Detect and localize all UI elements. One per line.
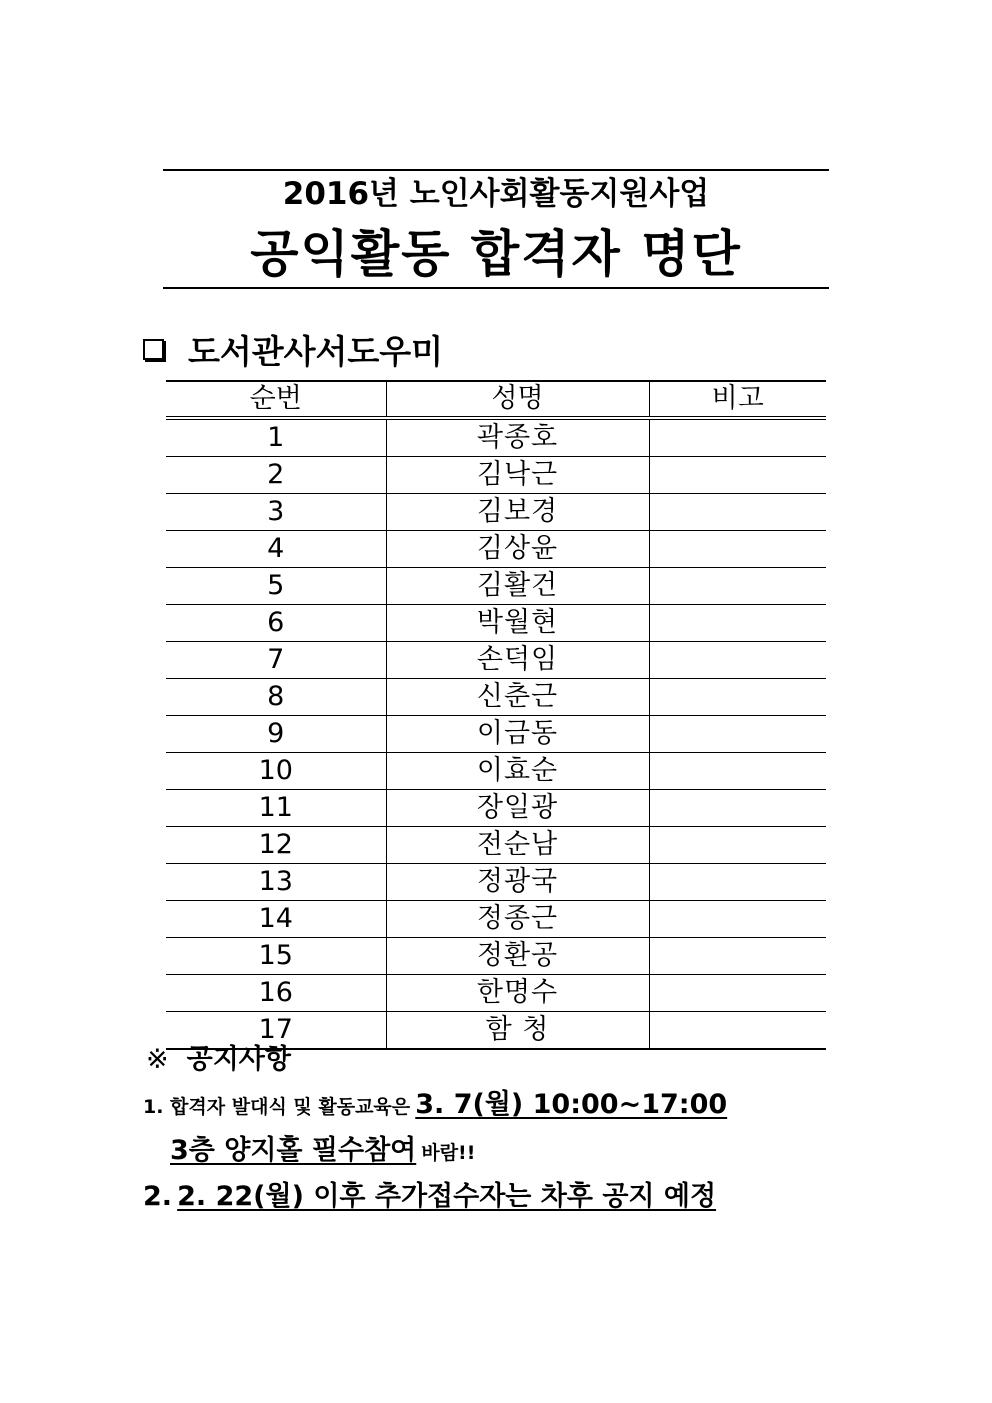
cell-number: 5 bbox=[166, 568, 386, 605]
cell-note bbox=[649, 531, 826, 568]
cell-note bbox=[649, 568, 826, 605]
cell-note bbox=[649, 642, 826, 679]
cell-number: 8 bbox=[166, 679, 386, 716]
cell-name: 함 청 bbox=[386, 1012, 649, 1050]
table-row bbox=[166, 494, 826, 531]
cell-note bbox=[649, 418, 826, 457]
table-row bbox=[166, 827, 826, 864]
cell-note bbox=[649, 679, 826, 716]
cell-name: 김보경 bbox=[386, 494, 649, 531]
notice-heading bbox=[146, 1040, 291, 1080]
cell-note bbox=[649, 1012, 826, 1050]
notice-item-1-datetime: 3. 7(월) 10:00~17:00 bbox=[415, 1089, 728, 1120]
table-row bbox=[166, 418, 826, 457]
cell-name: 한명수 bbox=[386, 975, 649, 1012]
cell-number: 11 bbox=[166, 790, 386, 827]
cell-name: 박월현 bbox=[386, 605, 649, 642]
table-row bbox=[166, 753, 826, 790]
cell-note bbox=[649, 901, 826, 938]
cell-name: 정환공 bbox=[386, 938, 649, 975]
cell-number: 13 bbox=[166, 864, 386, 901]
section-title: 도서관사서도우미 bbox=[188, 331, 444, 371]
notice-title: 공지사항 bbox=[186, 1044, 291, 1075]
cell-number: 9 bbox=[166, 716, 386, 753]
cell-number: 16 bbox=[166, 975, 386, 1012]
cell-name: 전순남 bbox=[386, 827, 649, 864]
column-header-note: 비고 bbox=[649, 381, 826, 418]
cell-name: 이효순 bbox=[386, 753, 649, 790]
cell-note bbox=[649, 605, 826, 642]
document-title: 공익활동 합격자 명단 bbox=[250, 225, 742, 283]
cell-number: 10 bbox=[166, 753, 386, 790]
cell-note bbox=[649, 753, 826, 790]
title-rule-top bbox=[163, 169, 829, 171]
checkbox-square-icon bbox=[143, 339, 164, 360]
notice-item-2-text: 2. 22(월) 이후 추가접수자는 차후 공지 예정 bbox=[177, 1181, 717, 1212]
cell-name: 신춘근 bbox=[386, 679, 649, 716]
cell-number: 1 bbox=[166, 418, 386, 457]
cell-name: 김상윤 bbox=[386, 531, 649, 568]
cell-note bbox=[649, 494, 826, 531]
notice-item-2-prefix: 2. bbox=[143, 1181, 173, 1212]
table-row bbox=[166, 938, 826, 975]
table-row bbox=[166, 864, 826, 901]
notice-item-1-suffix: 바람!! bbox=[421, 1142, 476, 1164]
cell-note bbox=[649, 938, 826, 975]
cell-number: 15 bbox=[166, 938, 386, 975]
cell-number: 2 bbox=[166, 457, 386, 494]
roster-table bbox=[166, 380, 826, 1050]
cell-number: 7 bbox=[166, 642, 386, 679]
notice-item-1-place: 3층 양지홀 필수참여 bbox=[170, 1135, 417, 1166]
cell-note bbox=[649, 975, 826, 1012]
table-row bbox=[166, 975, 826, 1012]
section-heading bbox=[143, 327, 443, 371]
cell-number: 6 bbox=[166, 605, 386, 642]
cell-name: 김활건 bbox=[386, 568, 649, 605]
cell-note bbox=[649, 457, 826, 494]
notice-item-2 bbox=[143, 1177, 716, 1220]
cell-name: 정종근 bbox=[386, 901, 649, 938]
cell-note bbox=[649, 864, 826, 901]
cell-number: 3 bbox=[166, 494, 386, 531]
cell-name: 장일광 bbox=[386, 790, 649, 827]
notice-item-1-continued bbox=[170, 1131, 475, 1174]
table-row bbox=[166, 679, 826, 716]
cell-name: 이금동 bbox=[386, 716, 649, 753]
table-row bbox=[166, 901, 826, 938]
cell-name: 손덕임 bbox=[386, 642, 649, 679]
title-rule-bottom bbox=[163, 287, 829, 289]
cell-number: 17 bbox=[166, 1012, 386, 1050]
notice-item-1-prefix: 1. 합격자 발대식 및 활동교육은 bbox=[143, 1096, 411, 1118]
table-row bbox=[166, 716, 826, 753]
table-row bbox=[166, 457, 826, 494]
reference-mark-icon: ※ bbox=[146, 1044, 169, 1075]
table-row bbox=[166, 790, 826, 827]
cell-number: 12 bbox=[166, 827, 386, 864]
cell-note bbox=[649, 716, 826, 753]
table-row bbox=[166, 531, 826, 568]
cell-name: 김낙근 bbox=[386, 457, 649, 494]
cell-number: 4 bbox=[166, 531, 386, 568]
cell-number: 14 bbox=[166, 901, 386, 938]
table-row bbox=[166, 568, 826, 605]
cell-note bbox=[649, 827, 826, 864]
table-row bbox=[166, 605, 826, 642]
document-subtitle: 2016년 노인사회활동지원사업 bbox=[282, 176, 710, 212]
column-header-name: 성명 bbox=[386, 381, 649, 418]
notice-item-1 bbox=[143, 1085, 727, 1128]
cell-name: 정광국 bbox=[386, 864, 649, 901]
table-row bbox=[166, 642, 826, 679]
cell-note bbox=[649, 790, 826, 827]
table-header-row bbox=[166, 381, 826, 418]
column-header-number: 순번 bbox=[166, 381, 386, 418]
cell-name: 곽종호 bbox=[386, 418, 649, 457]
